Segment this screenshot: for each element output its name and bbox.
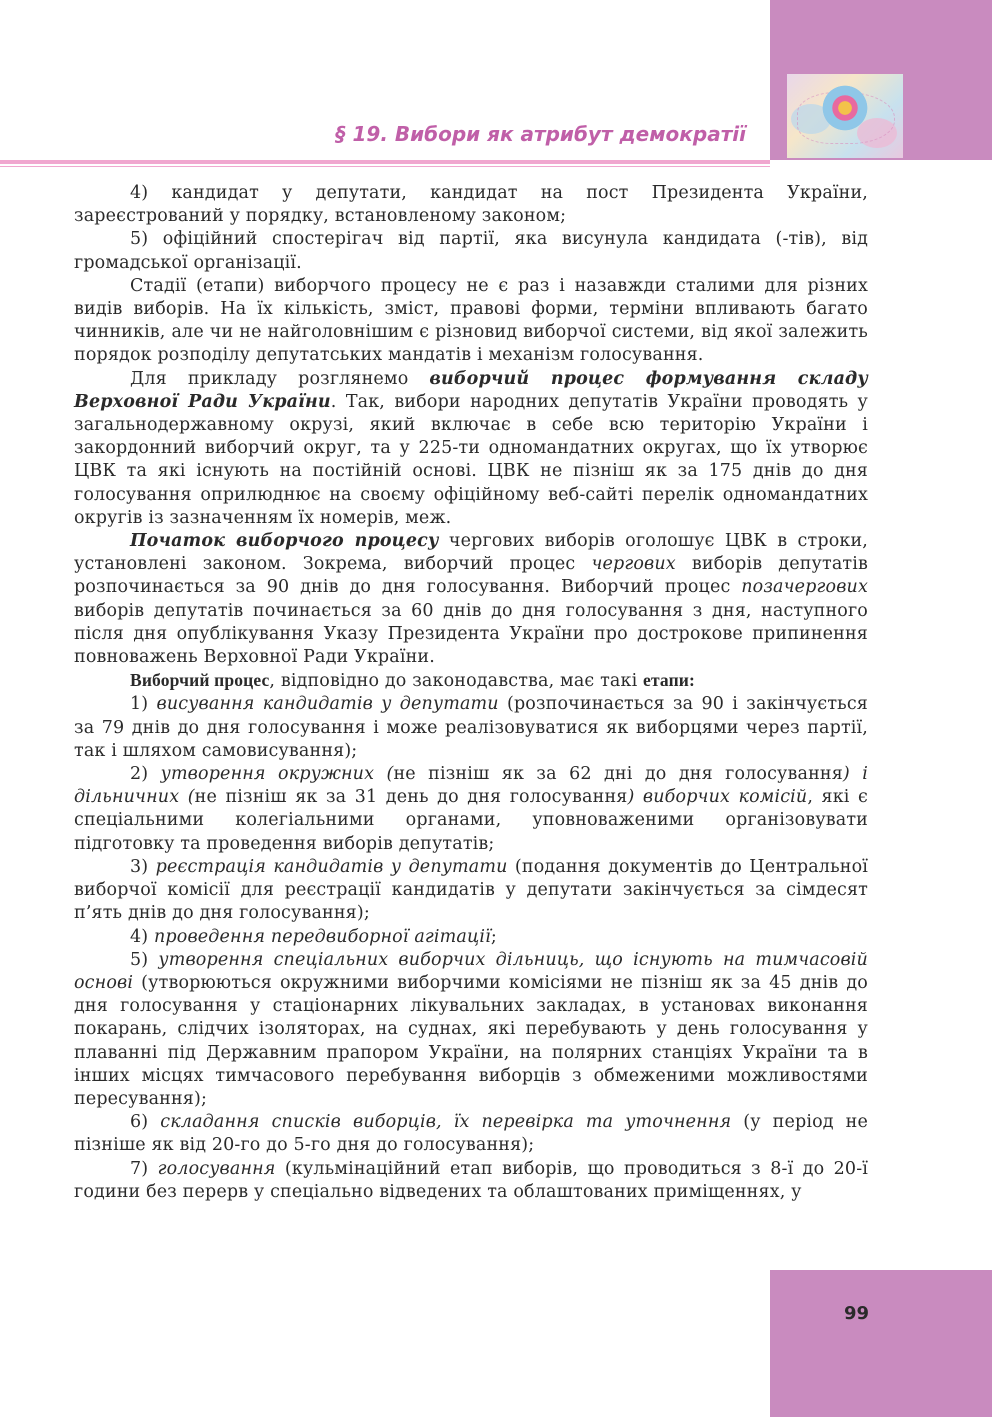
section-emblem-image (787, 74, 903, 158)
list-item: 4) проведення передвиборної агітації; (130, 926, 497, 947)
list-item: 5) утворення спеціальних виборчих дільниць, що існують на тимчасовій основі (утворюються окружними виборчими комісіями не пізніш як за 45 днів до дня голосування у стаціонарних лікувальних закладах, в установах виконання покарань, слідчих ізоляторах, на суднах, які перебувають у день голосування у плаванні під Державним прапором України, на полярних станціях України та в інших місцях тимчасового перебування виборців з обмеженими можливостями пересування); (74, 949, 868, 1109)
list-item: 1) висування кандидатів у депутати (розпочинається за 90 і закінчується за 79 днів до дня голосування і може реалізовуватися як виборцями через партії, так і шляхом самовисування); (74, 694, 868, 761)
paragraph: Початок виборчого процесу чергових виборів оголошує ЦВК в строки, установлені законом. Зокрема, виборчий процес чергових виборів депутатів розпочинається за 90 днів до дня голосування. Виборчий процес позачергових виборів депутатів починається за 60 днів до дня голосування з дня, наступного після дня опублікування Указу Президента України про дострокове припинення повноважень Верховної Ради України. (74, 531, 868, 668)
paragraph: 4) кандидат у депутати, кандидат на пост Президента України, зареєстрований у порядку, встановленому законом; (74, 183, 868, 227)
footer-color-tab (770, 1270, 992, 1417)
paragraph: Виборчий процес, відповідно до законодавства, має такі етапи: (130, 670, 696, 692)
list-item: 2) утворення окружних (не пізніш як за 62 дні до дня голосування) і дільничних (не пізніш як за 31 день до дня голосування) виборчих комісій, які є спеціальними колегіальними органами, уповноваженими організовувати підготовку та проведення виборів депутатів; (74, 764, 868, 854)
paragraph: Для прикладу розглянемо виборчий процес формування складу Верховної Ради України. Так, вибори народних депутатів України проводять у загальнодержавному окрузі, який включає в себе всю територію України і закордонний виборчий округ, та у 225-ти одномандатних округах, що їх утворює ЦВК та які існують на постійній основі. ЦВК не пізніш як за 175 днів до дня голосування оприлюднює на своєму офіційному веб-сайті перелік одномандатних округів із зазначенням їх номерів, меж. (74, 368, 868, 528)
page-number: 99 (844, 1303, 870, 1324)
paragraph: 5) офіційний спостерігач від партії, яка висунула кандидата (-тів), від громадської організації. (74, 229, 868, 273)
header-divider (0, 160, 770, 164)
list-item: 6) складання списків виборців, їх перевірка та уточнення (у період не пізніше як від 20-го до 5-го дня до голосування); (74, 1112, 868, 1156)
emphasis-term: Виборчий процес (130, 670, 270, 691)
list-item: 7) голосування (кульмінаційний етап виборів, що проводиться з 8-ї до 20-ї години без перерв у спеціально відведених та облаштованих приміщеннях, у (74, 1158, 869, 1202)
paragraph: Стадії (етапи) виборчого процесу не є раз і назавжди сталими для різних видів виборів. На їх кількість, зміст, правові форми, терміни впливають багато чинників, але чи не найголовнішим є різновид виборчої системи, від якої залежить порядок розподілу депутатських мандатів і механізм голосування. (74, 275, 868, 366)
emphasis-term: виборчий процес формування складу Верховної Ради України (74, 368, 868, 412)
page-header-title: § 19. Вибори як атрибут демократії (335, 122, 746, 146)
emphasis-term: Початок виборчого процесу (130, 531, 439, 552)
list-item: 3) реєстрація кандидатів у депутати (подання документів до Центральної виборчої комісії для реєстрації кандидатів у депутати закінчується за сімдесят п’ять днів до дня голосування); (74, 856, 868, 924)
page-body (74, 182, 868, 1204)
header-divider-thin (0, 166, 770, 167)
emphasis-term: етапи: (643, 670, 696, 691)
